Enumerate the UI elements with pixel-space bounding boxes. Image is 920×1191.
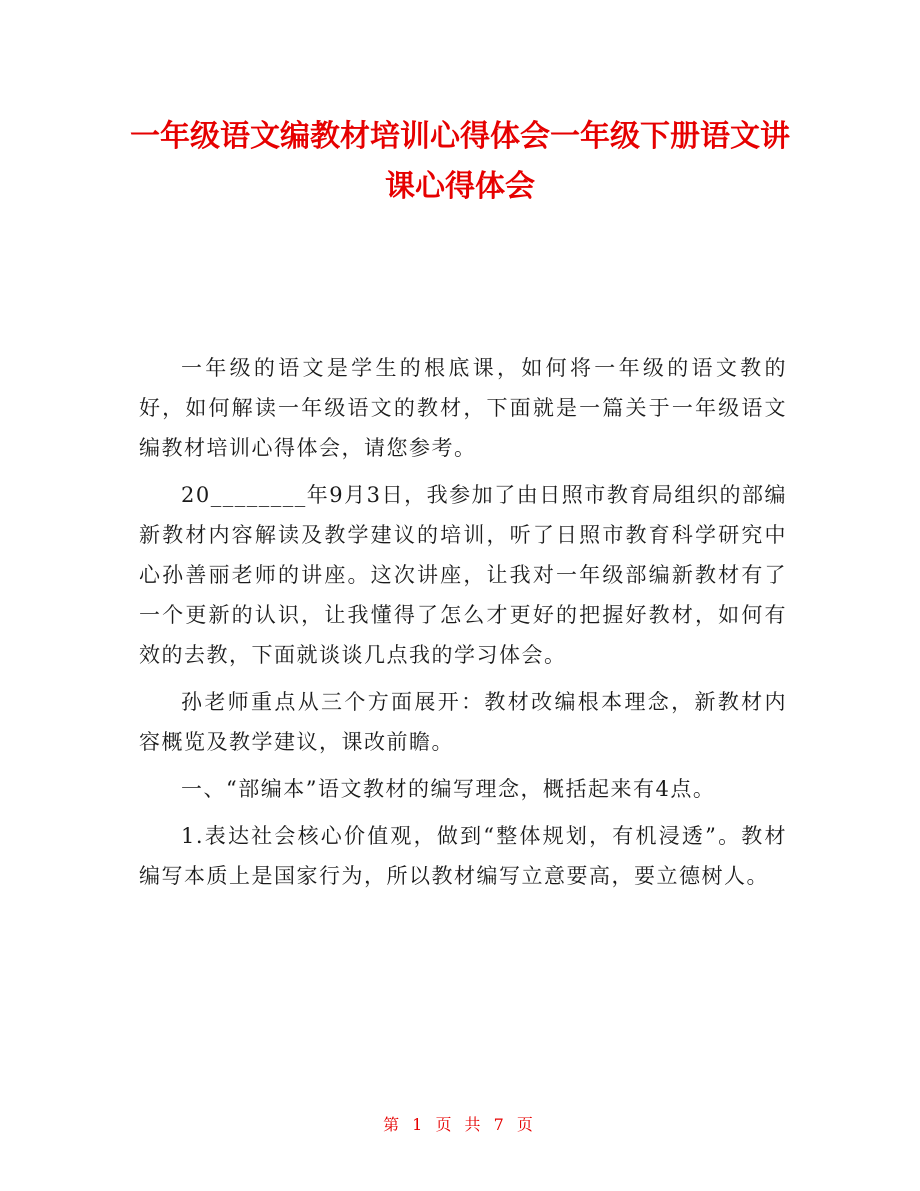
document-title: 一年级语文编教材培训心得体会一年级下册语文讲课心得体会	[130, 119, 790, 204]
paragraph-point-one: 1.表达社会核心价值观，做到“整体规划，有机浸透”。教材编写本质上是国家行为，所以教材编写立意要高，要立德树人。	[139, 824, 787, 888]
document-body	[139, 348, 787, 903]
paragraph-aspects: 孙老师重点从三个方面展开：教材改编根本理念，新教材内容概览及教学建议，课改前瞻。	[139, 690, 787, 754]
paragraph-intro: 一年级的语文是学生的根底课，如何将一年级的语文教的好，如何解读一年级语文的教材，下面就是一篇关于一年级语文编教材培训心得体会，请您参考。	[139, 356, 787, 460]
page-number: 第 1 页 共 7 页	[383, 1115, 537, 1134]
paragraph-section-one: 一、“部编本”语文教材的编写理念，概括起来有4点。	[181, 777, 716, 801]
paragraph-training: 20________年9月3日，我参加了由日照市教育局组织的部编新教材内容解读及教学建议的培训，听了日照市教育科学研究中心孙善丽老师的讲座。这次讲座，让我对一年级部编新教材有了一个更新的认识，让我懂得了怎么才更好的把握好教材，如何有效的去教，下面就谈谈几点我的学习体会。	[139, 483, 787, 667]
